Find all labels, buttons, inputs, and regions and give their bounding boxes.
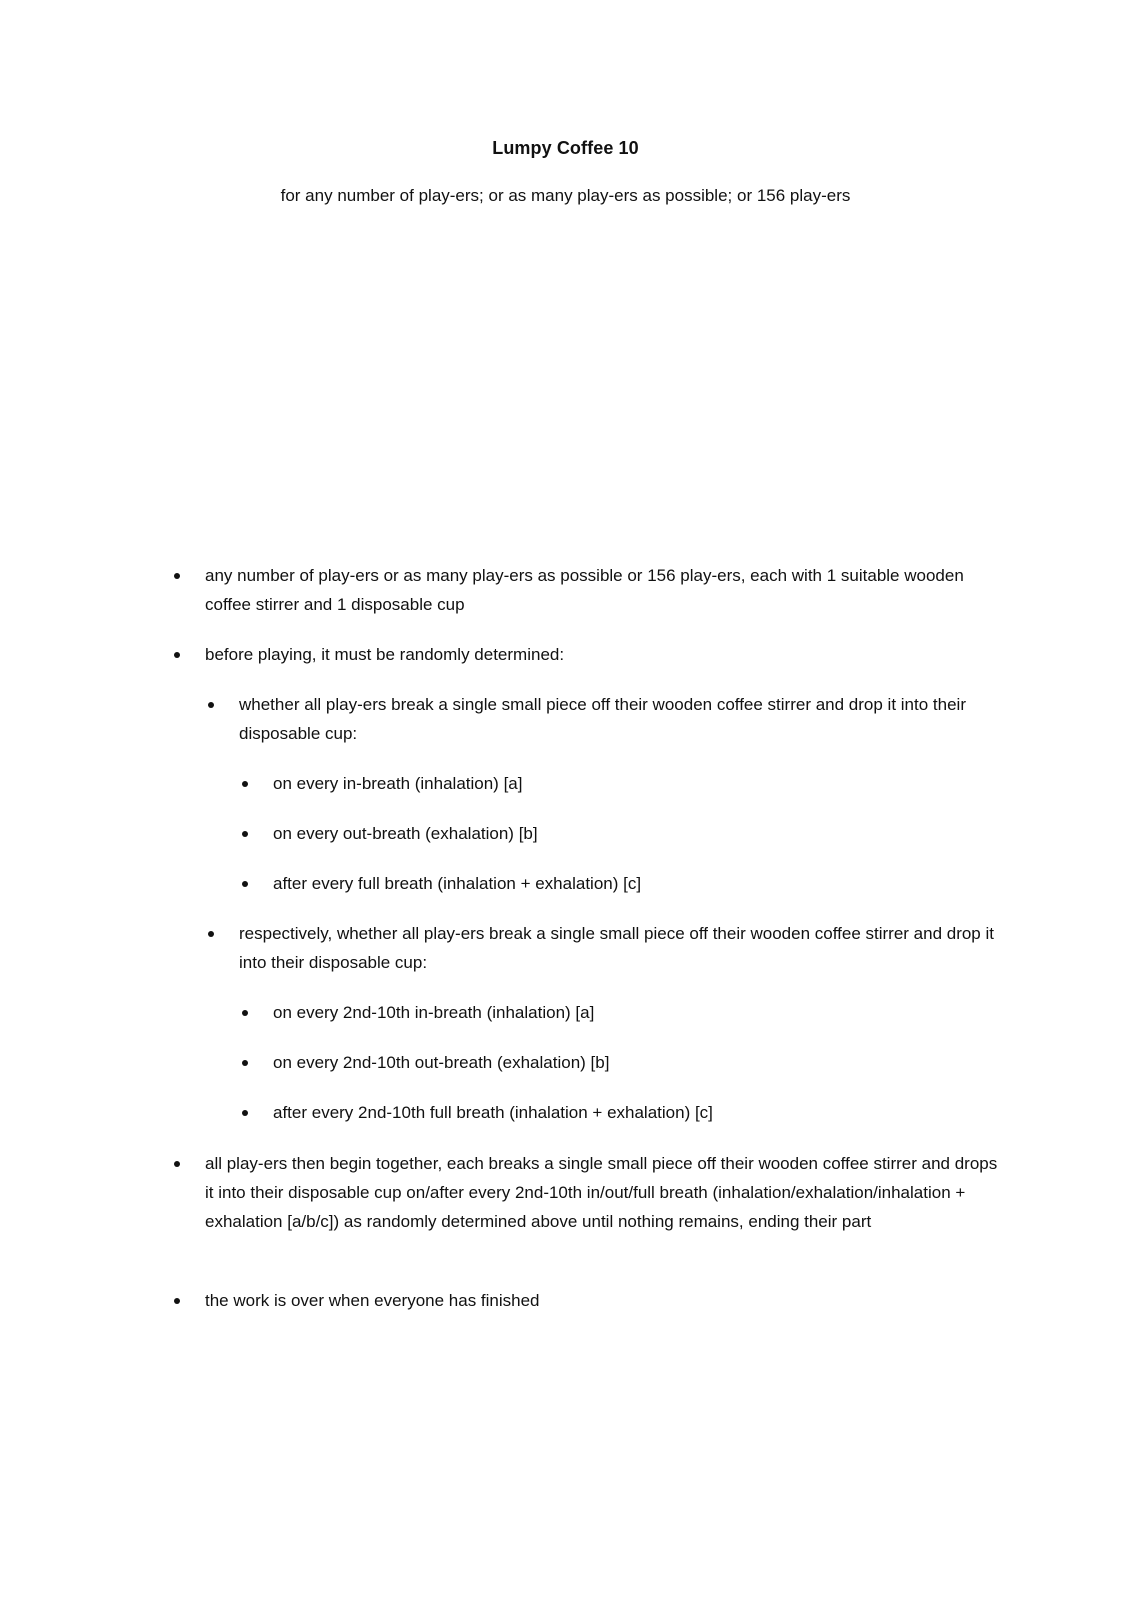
list-item-text: before playing, it must be randomly determined:: [205, 645, 565, 664]
bullet-icon: [242, 1060, 248, 1066]
bullet-icon: [242, 1010, 248, 1016]
list-item-text: on every out-breath (exhalation) [b]: [273, 824, 538, 843]
bullet-icon: [208, 931, 214, 937]
list-item-text: after every 2nd-10th full breath (inhalation + exhalation) [c]: [273, 1103, 713, 1122]
list-item: [239, 690, 1009, 748]
list-item: [273, 998, 1013, 1027]
list-item: [205, 1286, 1005, 1315]
list-item: [273, 869, 1013, 898]
list-item: [205, 640, 1005, 669]
list-item-text: on every 2nd-10th in-breath (inhalation) [a]: [273, 1003, 595, 1022]
list-item-text: on every in-breath (inhalation) [a]: [273, 774, 523, 793]
document-subtitle: for any number of play-ers; or as many play-ers as possible; or 156 play-ers: [280, 186, 851, 205]
bullet-icon: [242, 781, 248, 787]
list-item: [205, 561, 1005, 619]
list-item-text: respectively, whether all play-ers break a single small piece off their wooden coffee stirrer and drop it into their disposable cup:: [239, 924, 994, 972]
bullet-icon: [242, 831, 248, 837]
bullet-icon: [174, 573, 180, 579]
list-item: [273, 1098, 1013, 1127]
list-item: [205, 1149, 1005, 1236]
bullet-icon: [242, 881, 248, 887]
bullet-icon: [174, 652, 180, 658]
list-item-text: all play-ers then begin together, each breaks a single small piece off their wooden coffee stirrer and drops it into their disposable cup on/after every 2nd-10th in/out/full breath (inhalation/exhalation/inhalation + exhalation [a/b/c]) as randomly determined above until nothing remains, ending their part: [205, 1154, 998, 1231]
list-item-text: the work is over when everyone has finished: [205, 1291, 540, 1310]
list-item-text: any number of play-ers or as many play-ers as possible or 156 play-ers, each with 1 suitable wooden coffee stirrer and 1 disposable cup: [205, 566, 964, 614]
bullet-icon: [174, 1298, 180, 1304]
list-item: [273, 769, 1013, 798]
bullet-icon: [242, 1110, 248, 1116]
list-item: [239, 919, 1009, 977]
document-title: Lumpy Coffee 10: [492, 138, 639, 158]
list-item-text: whether all play-ers break a single small piece off their wooden coffee stirrer and drop it into their disposable cup:: [239, 695, 966, 743]
bullet-icon: [174, 1161, 180, 1167]
list-item: [273, 819, 1013, 848]
list-item-text: after every full breath (inhalation + exhalation) [c]: [273, 874, 642, 893]
list-item-text: on every 2nd-10th out-breath (exhalation) [b]: [273, 1053, 610, 1072]
list-item: [273, 1048, 1013, 1077]
bullet-icon: [208, 702, 214, 708]
